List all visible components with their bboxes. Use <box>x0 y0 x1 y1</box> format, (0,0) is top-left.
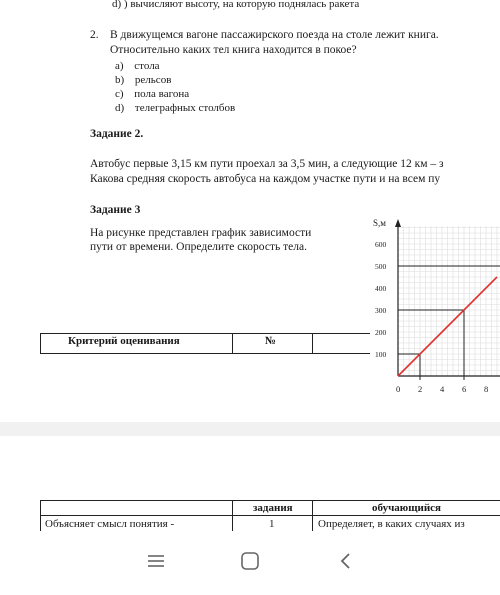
question2-number: 2. <box>90 29 99 41</box>
table1-divider-1 <box>232 333 233 354</box>
question2-line1: В движущемся вагоне пассажирского поезда на столе лежит книга. <box>110 29 439 41</box>
y-axis-label: S,м <box>373 218 386 228</box>
question1-option-d <box>112 0 359 11</box>
table2-row-border <box>40 515 500 516</box>
table2-row1-criteria: Объясняет смысл понятия - <box>45 518 175 530</box>
option-letter: b) <box>115 74 125 86</box>
back-icon[interactable] <box>338 551 354 571</box>
table2-header-learner: обучающийся <box>372 502 441 514</box>
option-text: стола <box>134 60 160 72</box>
y-tick-label: 400 <box>375 284 387 293</box>
y-tick-label: 500 <box>375 262 387 271</box>
table2-row1-descriptor: Определяет, в каких случаях из <box>318 518 465 530</box>
question2-option-a <box>115 59 160 73</box>
x-tick-label: 2 <box>418 384 423 394</box>
table2-divider-2 <box>312 500 313 531</box>
task3-line2: пути от времени. Определите скорость тела. <box>90 241 307 253</box>
task3-line1: На рисунке представлен график зависимости <box>90 227 312 239</box>
table1-left-border <box>40 333 41 354</box>
y-tick-label: 200 <box>375 328 387 337</box>
table2-top-border <box>40 500 500 501</box>
option-text: рельсов <box>134 74 172 86</box>
option-text: пола вагона <box>134 88 190 100</box>
table1-divider-2 <box>312 333 313 354</box>
question2-option-d <box>115 101 235 115</box>
table2-row1-number: 1 <box>269 518 275 530</box>
navigation-bar <box>0 531 500 595</box>
x-tick-label: 8 <box>484 384 489 394</box>
home-icon[interactable] <box>240 551 260 571</box>
page-gap <box>0 422 500 436</box>
x-tick-label: 6 <box>462 384 467 394</box>
table1-header-number: № <box>265 335 277 347</box>
question2-line2: Относительно каких тел книга находится в покое? <box>110 44 357 56</box>
menu-icon[interactable] <box>146 553 166 569</box>
question2-option-c <box>115 87 189 101</box>
task2-title: Задание 2. <box>90 128 144 140</box>
option-text: ) вычисляют высоту, на которую поднялась ракета <box>123 0 360 10</box>
x-tick-label: 0 <box>396 384 401 394</box>
task2-line2: Какова средняя скорость автобуса на каждом участке пути и на всем пу <box>90 173 441 185</box>
y-tick-label: 300 <box>375 306 387 315</box>
option-letter: d) <box>115 102 125 114</box>
y-axis-arrow <box>395 219 401 227</box>
distance-time-chart <box>355 212 500 404</box>
table1-top-border <box>40 333 370 334</box>
y-tick-label: 600 <box>375 240 387 249</box>
option-letter: c) <box>115 88 124 100</box>
y-tick-label: 100 <box>375 350 387 359</box>
x-tick-label: 4 <box>440 384 445 394</box>
table1-bottom-border <box>40 353 370 354</box>
table2-divider-1 <box>232 500 233 531</box>
option-letter: d) <box>112 0 122 10</box>
question2-option-b <box>115 73 171 87</box>
table1-header-criteria: Критерий оценивания <box>68 335 180 347</box>
option-text: телеграфных столбов <box>134 102 236 114</box>
table2-header-task: задания <box>253 502 293 514</box>
task2-line1: Автобус первые 3,15 км пути проехал за 3,5 мин, а следующие 12 км – з <box>90 158 444 170</box>
task3-title: Задание 3 <box>90 204 141 216</box>
table2-left-border <box>40 500 41 531</box>
option-letter: a) <box>115 60 124 72</box>
